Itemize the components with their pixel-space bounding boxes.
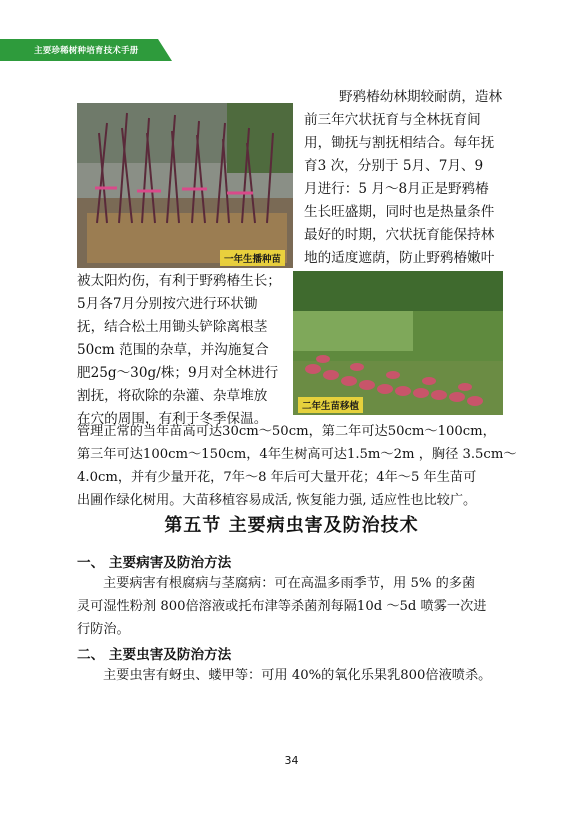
transplant-photo bbox=[293, 271, 503, 415]
text-line: 前三年穴状抚育与全林抚育间 bbox=[304, 112, 481, 128]
text-line: 地的适度遮荫，防止野鸦椿嫩叶 bbox=[304, 250, 495, 266]
text-line: 被太阳灼伤，有利于野鸦椿生长； bbox=[77, 273, 281, 289]
text-line: 5月各7月分别按穴进行环状锄 bbox=[77, 296, 258, 312]
text-line: 抚，结合松土用锄头铲除离根茎 bbox=[77, 319, 268, 335]
transplant-photo-label: 二年生苗移植 bbox=[298, 397, 363, 413]
text-line: 月进行：5 月～8月正是野鸦椿 bbox=[304, 181, 489, 197]
seedling-photo-label: 一年生播种苗 bbox=[220, 250, 285, 266]
text-line: 最好的时期，穴状抚育能保持林 bbox=[304, 227, 495, 243]
text-line: 50cm 范围的杂草，并沟施复合 bbox=[77, 342, 269, 358]
section-title: 第五节 主要病虫害及防治技术 bbox=[164, 515, 419, 536]
text-line: 第三年可达100cm～150cm，4年生树高可达1.5m～2m ，胸径 3.5cm～ bbox=[77, 447, 517, 462]
text-line: 主要病害有根腐病与茎腐病：可在高温多雨季节，用 5% 的多菌 bbox=[103, 576, 476, 591]
text-line: 野鸦椿幼林期较耐荫，造林 bbox=[339, 89, 503, 105]
text-line: 主要虫害有蚜虫、蝼甲等：可用 40%的氧化乐果乳800倍液喷杀。 bbox=[103, 668, 492, 683]
text-line: 灵可湿性粉剂 800倍溶液或托布津等杀菌剂每隔10d ～5d 喷雾一次进 bbox=[77, 599, 487, 614]
header-title: 主要珍稀树种培育技术手册 bbox=[34, 46, 139, 56]
text-line: 出圃作绿化树用。大苗移植容易成活, 恢复能力强, 适应性也比较广。 bbox=[77, 493, 477, 508]
text-line: 行防治。 bbox=[77, 622, 130, 637]
text-line: 4.0cm，并有少量开花，7年～8 年后可大量开花；4年～5 年生苗可 bbox=[77, 470, 477, 485]
text-line: 用，锄抚与割抚相结合。每年抚 bbox=[304, 135, 495, 151]
pest-heading: 二、 主要虫害及防治方法 bbox=[77, 647, 232, 663]
text-line: 管理正常的当年苗高可达30cm～50cm，第二年可达50cm～100cm， bbox=[77, 424, 496, 439]
disease-heading: 一、 主要病害及防治方法 bbox=[77, 555, 232, 571]
text-line: 在穴的周围，有利于冬季保温。 bbox=[77, 411, 268, 427]
text-line: 割抚，将砍除的杂灌、杂草堆放 bbox=[77, 388, 268, 404]
text-line: 育3 次，分别于 5月、7月、9 bbox=[304, 158, 484, 174]
text-line: 生长旺盛期，同时也是热量条件 bbox=[304, 204, 495, 220]
text-line: 肥25g～30g/株；9月对全林进行 bbox=[77, 365, 279, 381]
page-number: 34 bbox=[284, 754, 299, 767]
seedling-photo bbox=[77, 103, 293, 268]
